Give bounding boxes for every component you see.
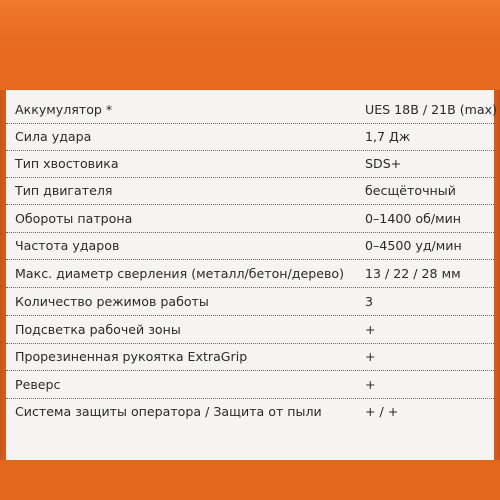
spec-row xyxy=(6,178,494,205)
spec-label-text: Обороты патрона xyxy=(15,211,133,226)
spec-value-text: бесщёточный xyxy=(365,183,456,198)
spec-row xyxy=(6,233,494,260)
spec-label-text: Частота ударов xyxy=(15,238,120,253)
spec-label-text: Система защиты оператора / Защита от пыли xyxy=(15,404,322,419)
spec-label-text: Количество режимов работы xyxy=(15,294,209,309)
spec-label-text: Сила удара xyxy=(15,129,92,144)
spec-label-text: Макс. диаметр сверления (металл/бетон/дерево) xyxy=(15,266,345,281)
spec-value-text: 0–4500 уд/мин xyxy=(365,238,462,253)
spec-label-text: Реверс xyxy=(15,377,61,392)
spec-row xyxy=(6,344,494,371)
spec-label-text: Прорезиненная рукоятка ExtraGrip xyxy=(15,349,248,364)
spec-value-text: 13 / 22 / 28 мм xyxy=(365,266,461,281)
spec-value-text: 1,7 Дж xyxy=(365,129,411,144)
spec-value-text: + / + xyxy=(365,404,399,419)
spec-row xyxy=(6,399,494,426)
spec-value-text: + xyxy=(365,349,376,364)
box-bottom-edge xyxy=(0,460,500,500)
spec-row xyxy=(6,261,494,288)
spec-row xyxy=(6,289,494,316)
spec-label-text: Тип хвостовика xyxy=(15,156,119,171)
spec-value-text: 3 xyxy=(365,294,374,309)
spec-label-text: Тип двигателя xyxy=(15,183,113,198)
spec-value-text: UES 18В / 21В (max) xyxy=(365,102,498,117)
spec-label-text: Подсветка рабочей зоны xyxy=(15,322,181,337)
spec-value-text: + xyxy=(365,322,376,337)
spec-row xyxy=(6,317,494,344)
spec-label-text: Аккумулятор * xyxy=(15,102,113,117)
spec-value-text: + xyxy=(365,377,376,392)
spec-value-text: 0–1400 об/мин xyxy=(365,211,461,226)
spec-row xyxy=(6,97,498,124)
spec-row xyxy=(6,372,494,399)
spec-label xyxy=(6,90,498,460)
spec-row xyxy=(6,206,494,233)
spec-row xyxy=(6,151,494,178)
spec-value-text: SDS+ xyxy=(365,156,402,171)
spec-row xyxy=(6,124,494,151)
